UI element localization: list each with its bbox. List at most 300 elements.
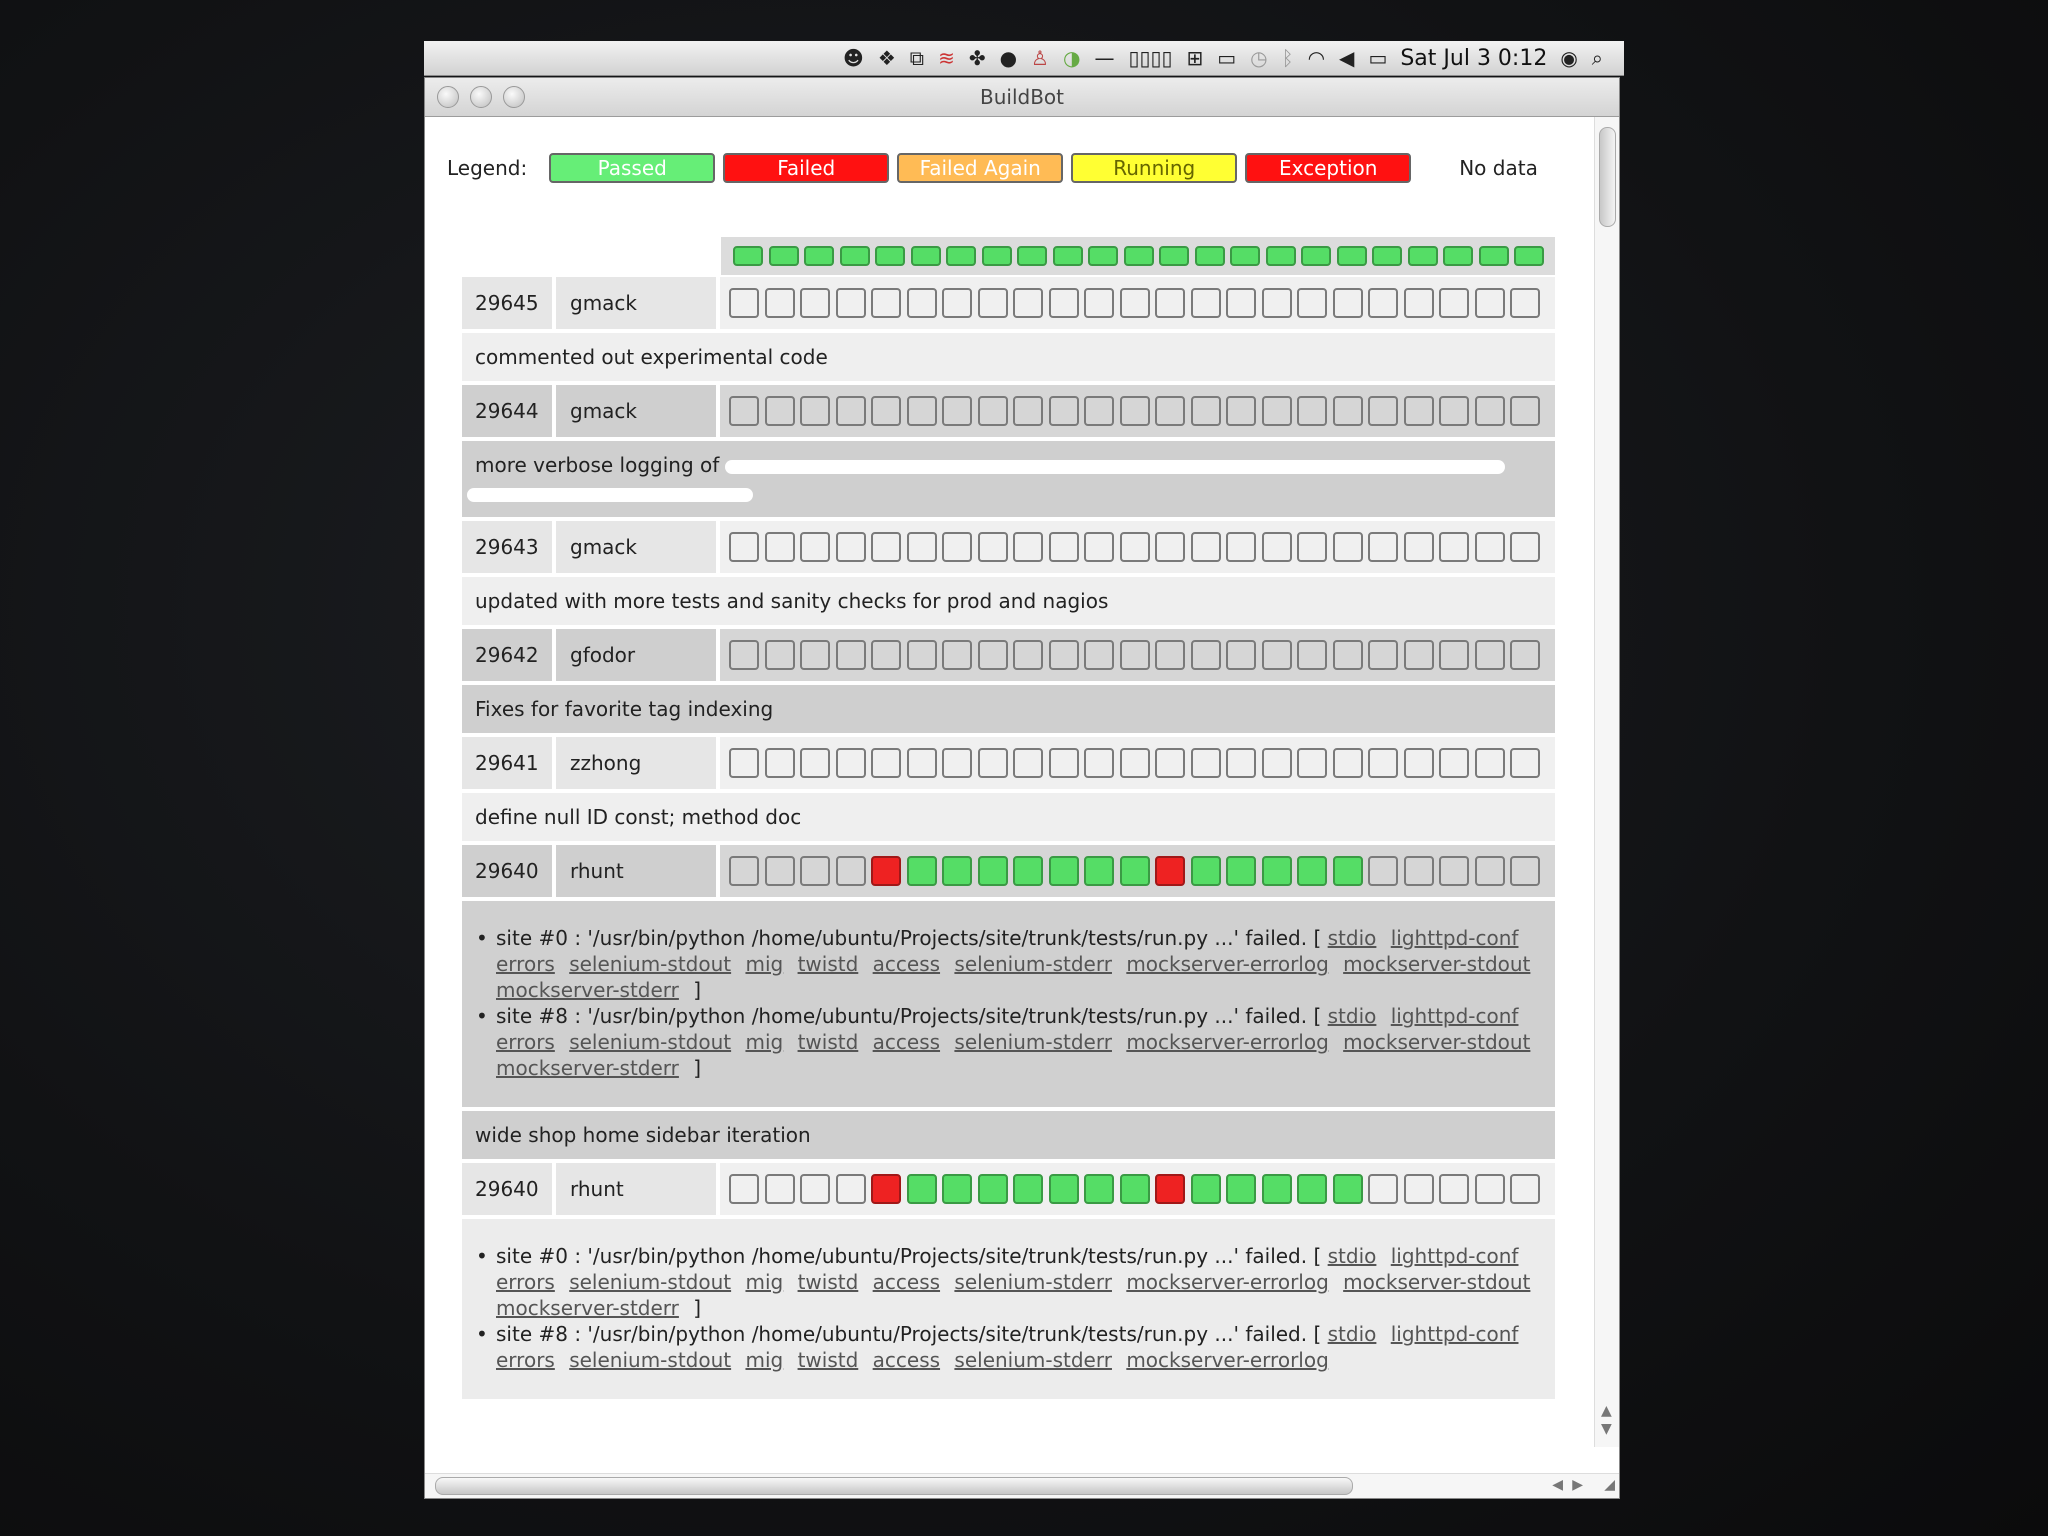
scroll-down-arrow-icon[interactable]: ▼ bbox=[1601, 1421, 1612, 1437]
build-status-empty[interactable] bbox=[1120, 396, 1150, 426]
build-status-empty[interactable] bbox=[836, 640, 866, 670]
link-list-close: ] bbox=[693, 1056, 702, 1080]
build-row bbox=[462, 845, 1555, 1159]
committer-name: gmack bbox=[556, 277, 716, 329]
build-status-empty[interactable] bbox=[942, 640, 972, 670]
builder-header-status[interactable] bbox=[1514, 246, 1544, 266]
build-status-passed[interactable] bbox=[1297, 1174, 1327, 1204]
pie-icon[interactable]: ◑ bbox=[1062, 46, 1081, 70]
build-status-empty[interactable] bbox=[1084, 640, 1114, 670]
build-status-passed[interactable] bbox=[1191, 1174, 1221, 1204]
build-status-empty[interactable] bbox=[1226, 532, 1256, 562]
legend-failed: Failed bbox=[723, 153, 889, 183]
build-status-empty[interactable] bbox=[1333, 532, 1363, 562]
build-status-empty[interactable] bbox=[1404, 640, 1434, 670]
build-status-empty[interactable] bbox=[1475, 640, 1505, 670]
build-status-failed[interactable] bbox=[871, 856, 901, 886]
build-status-passed[interactable] bbox=[942, 856, 972, 886]
build-status-empty[interactable] bbox=[1368, 288, 1398, 318]
build-status-empty[interactable] bbox=[800, 532, 830, 562]
build-status-empty[interactable] bbox=[1404, 1174, 1434, 1204]
spotlight-search-icon[interactable]: ⌕ bbox=[1591, 46, 1603, 70]
build-status-empty[interactable] bbox=[942, 288, 972, 318]
build-status-empty[interactable] bbox=[1120, 532, 1150, 562]
build-status-strip bbox=[720, 737, 1555, 789]
resize-grip-icon[interactable]: ◢ bbox=[1604, 1477, 1615, 1493]
build-status-passed[interactable] bbox=[1191, 856, 1221, 886]
legend-label: Legend: bbox=[447, 156, 528, 180]
log-link-access[interactable]: access bbox=[872, 1348, 941, 1372]
build-status-empty[interactable] bbox=[765, 748, 795, 778]
build-status-passed[interactable] bbox=[978, 856, 1008, 886]
scroll-up-arrow-icon[interactable]: ▲ bbox=[1601, 1403, 1612, 1419]
build-status-empty[interactable] bbox=[1084, 532, 1114, 562]
zoom-window-button[interactable] bbox=[503, 86, 525, 108]
build-status-empty[interactable] bbox=[765, 532, 795, 562]
build-status-empty[interactable] bbox=[1475, 532, 1505, 562]
build-status-empty[interactable] bbox=[1155, 640, 1185, 670]
scroll-left-arrow-icon[interactable]: ◀ bbox=[1552, 1477, 1563, 1493]
dropbox-icon[interactable]: ❖ bbox=[877, 46, 896, 70]
build-status-empty[interactable] bbox=[1155, 532, 1185, 562]
build-status-empty[interactable] bbox=[907, 640, 937, 670]
commit-message-text: commented out experimental code bbox=[475, 345, 828, 369]
build-row-header bbox=[462, 629, 1555, 681]
build-status-empty[interactable] bbox=[1475, 396, 1505, 426]
build-row bbox=[462, 385, 1555, 517]
build-status-empty[interactable] bbox=[1297, 640, 1327, 670]
builder-header-status[interactable] bbox=[911, 246, 941, 266]
build-status-empty[interactable] bbox=[1262, 748, 1292, 778]
log-link-selenium-stderr[interactable]: selenium-stderr bbox=[954, 1270, 1112, 1294]
log-link-mockserver-stderr[interactable]: mockserver-stderr bbox=[496, 1296, 679, 1320]
log-link-mockserver-errorlog[interactable]: mockserver-errorlog bbox=[1126, 952, 1329, 976]
build-status-empty[interactable] bbox=[1262, 288, 1292, 318]
build-status-passed[interactable] bbox=[1013, 856, 1043, 886]
build-status-empty[interactable] bbox=[942, 396, 972, 426]
build-status-passed[interactable] bbox=[1120, 1174, 1150, 1204]
build-status-empty[interactable] bbox=[1368, 532, 1398, 562]
build-status-empty[interactable] bbox=[907, 532, 937, 562]
build-status-empty[interactable] bbox=[836, 1174, 866, 1204]
log-link-stdio[interactable]: stdio bbox=[1327, 926, 1377, 950]
robot-icon[interactable]: ☻ bbox=[842, 46, 864, 70]
build-status-failed[interactable] bbox=[1155, 856, 1185, 886]
builder-header-status[interactable] bbox=[1017, 246, 1047, 266]
build-status-empty[interactable] bbox=[978, 748, 1008, 778]
build-status-empty[interactable] bbox=[1439, 856, 1469, 886]
build-status-empty[interactable] bbox=[978, 532, 1008, 562]
build-status-passed[interactable] bbox=[978, 1174, 1008, 1204]
build-row-header bbox=[462, 277, 1555, 329]
commit-message bbox=[462, 441, 1555, 517]
revision-number[interactable]: 29644 bbox=[462, 385, 552, 437]
build-status-empty[interactable] bbox=[1155, 288, 1185, 318]
build-row bbox=[462, 1163, 1555, 1399]
log-link-mockserver-errorlog[interactable]: mockserver-errorlog bbox=[1126, 1348, 1329, 1372]
log-link-mockserver-stdout[interactable]: mockserver-stdout bbox=[1343, 1270, 1531, 1294]
meter-icon[interactable]: ▯▯▯▯ bbox=[1128, 46, 1173, 70]
build-status-empty[interactable] bbox=[907, 396, 937, 426]
build-status-empty[interactable] bbox=[1404, 748, 1434, 778]
log-link-mig[interactable]: mig bbox=[745, 1270, 784, 1294]
builder-header-status[interactable] bbox=[1337, 246, 1367, 266]
log-link-access[interactable]: access bbox=[872, 952, 941, 976]
window-titlebar[interactable] bbox=[425, 78, 1619, 117]
build-status-empty[interactable] bbox=[1013, 640, 1043, 670]
build-status-passed[interactable] bbox=[1333, 1174, 1363, 1204]
battery-icon[interactable]: ▭ bbox=[1368, 46, 1388, 70]
build-status-empty[interactable] bbox=[1191, 748, 1221, 778]
build-status-empty[interactable] bbox=[1475, 288, 1505, 318]
build-status-empty[interactable] bbox=[1439, 396, 1469, 426]
builder-header-status[interactable] bbox=[733, 246, 763, 266]
build-status-passed[interactable] bbox=[1120, 856, 1150, 886]
builder-header-status[interactable] bbox=[1479, 246, 1509, 266]
build-status-passed[interactable] bbox=[907, 1174, 937, 1204]
build-status-empty[interactable] bbox=[1191, 532, 1221, 562]
build-status-empty[interactable] bbox=[1013, 532, 1043, 562]
build-status-empty[interactable] bbox=[1084, 288, 1114, 318]
build-status-strip bbox=[720, 1163, 1555, 1215]
menubar-clock[interactable]: Sat Jul 3 0:12 bbox=[1400, 45, 1548, 71]
build-status-failed[interactable] bbox=[871, 1174, 901, 1204]
log-link-selenium-stderr[interactable]: selenium-stderr bbox=[954, 952, 1112, 976]
failure-item bbox=[476, 1243, 1541, 1321]
build-row bbox=[462, 521, 1555, 625]
plus-icon[interactable]: ⊞ bbox=[1186, 46, 1204, 70]
log-link-access[interactable]: access bbox=[872, 1270, 941, 1294]
build-status-empty[interactable] bbox=[1333, 288, 1363, 318]
build-status-empty[interactable] bbox=[729, 532, 759, 562]
builder-header-status[interactable] bbox=[1372, 246, 1402, 266]
log-link-twistd[interactable]: twistd bbox=[797, 1348, 859, 1372]
build-status-empty[interactable] bbox=[1404, 288, 1434, 318]
build-status-empty[interactable] bbox=[1262, 640, 1292, 670]
build-status-empty[interactable] bbox=[836, 396, 866, 426]
log-link-mockserver-errorlog[interactable]: mockserver-errorlog bbox=[1126, 1030, 1329, 1054]
builder-header-status[interactable] bbox=[1088, 246, 1118, 266]
build-status-empty[interactable] bbox=[1404, 532, 1434, 562]
build-status-empty[interactable] bbox=[978, 396, 1008, 426]
build-status-empty[interactable] bbox=[1297, 532, 1327, 562]
build-status-passed[interactable] bbox=[1049, 856, 1079, 886]
build-status-empty[interactable] bbox=[1439, 748, 1469, 778]
window-title: BuildBot bbox=[979, 85, 1064, 109]
build-status-empty[interactable] bbox=[1120, 748, 1150, 778]
build-status-empty[interactable] bbox=[1013, 288, 1043, 318]
log-link-mockserver-stdout[interactable]: mockserver-stdout bbox=[1343, 952, 1531, 976]
failure-item bbox=[476, 925, 1541, 1003]
builder-header-status[interactable] bbox=[1408, 246, 1438, 266]
build-status-empty[interactable] bbox=[1510, 396, 1540, 426]
build-status-empty[interactable] bbox=[1333, 748, 1363, 778]
build-status-empty[interactable] bbox=[871, 396, 901, 426]
build-status-empty[interactable] bbox=[836, 532, 866, 562]
builder-header-status[interactable] bbox=[840, 246, 870, 266]
vertical-scrollbar[interactable] bbox=[1594, 117, 1619, 1447]
build-status-empty[interactable] bbox=[1510, 532, 1540, 562]
build-status-empty[interactable] bbox=[1368, 1174, 1398, 1204]
builder-header-status[interactable] bbox=[804, 246, 834, 266]
builder-header-status[interactable] bbox=[875, 246, 905, 266]
build-status-strip bbox=[720, 277, 1555, 329]
build-status-empty[interactable] bbox=[871, 640, 901, 670]
build-status-empty[interactable] bbox=[765, 396, 795, 426]
build-status-passed[interactable] bbox=[1049, 1174, 1079, 1204]
log-link-lighttpd-conf[interactable]: lighttpd-conf bbox=[1390, 1322, 1519, 1346]
build-status-empty[interactable] bbox=[1049, 748, 1079, 778]
log-link-selenium-stdout[interactable]: selenium-stdout bbox=[569, 1030, 732, 1054]
build-status-empty[interactable] bbox=[871, 748, 901, 778]
build-status-empty[interactable] bbox=[1439, 288, 1469, 318]
build-status-empty[interactable] bbox=[1226, 396, 1256, 426]
revision-number[interactable]: 29642 bbox=[462, 629, 552, 681]
paw-icon[interactable]: ✤ bbox=[968, 46, 986, 70]
vertical-scroll-thumb[interactable] bbox=[1599, 127, 1616, 227]
log-link-errors[interactable]: errors bbox=[496, 1030, 555, 1054]
build-status-empty[interactable] bbox=[1510, 640, 1540, 670]
legend bbox=[447, 151, 1538, 185]
builder-header-status[interactable] bbox=[1443, 246, 1473, 266]
build-status-passed[interactable] bbox=[942, 1174, 972, 1204]
build-status-empty[interactable] bbox=[800, 288, 830, 318]
build-status-empty[interactable] bbox=[1333, 396, 1363, 426]
build-status-empty[interactable] bbox=[1510, 1174, 1540, 1204]
build-status-empty[interactable] bbox=[1049, 288, 1079, 318]
build-status-empty[interactable] bbox=[1049, 532, 1079, 562]
log-link-twistd[interactable]: twistd bbox=[797, 1270, 859, 1294]
build-list bbox=[462, 277, 1555, 1403]
build-status-empty[interactable] bbox=[942, 748, 972, 778]
log-link-lighttpd-conf[interactable]: lighttpd-conf bbox=[1390, 1244, 1519, 1268]
build-status-empty[interactable] bbox=[907, 288, 937, 318]
build-status-empty[interactable] bbox=[942, 532, 972, 562]
log-link-selenium-stdout[interactable]: selenium-stdout bbox=[569, 952, 732, 976]
build-status-empty[interactable] bbox=[1333, 640, 1363, 670]
build-status-empty[interactable] bbox=[729, 856, 759, 886]
commit-message-text: more verbose logging of bbox=[475, 453, 720, 477]
build-status-empty[interactable] bbox=[800, 396, 830, 426]
build-status-empty[interactable] bbox=[1191, 396, 1221, 426]
build-status-empty[interactable] bbox=[765, 640, 795, 670]
build-status-empty[interactable] bbox=[1084, 748, 1114, 778]
log-link-mockserver-stdout[interactable]: mockserver-stdout bbox=[1343, 1030, 1531, 1054]
builder-header-status[interactable] bbox=[1053, 246, 1083, 266]
log-link-stdio[interactable]: stdio bbox=[1327, 1244, 1377, 1268]
build-status-empty[interactable] bbox=[871, 532, 901, 562]
build-status-empty[interactable] bbox=[1439, 1174, 1469, 1204]
log-link-lighttpd-conf[interactable]: lighttpd-conf bbox=[1390, 1004, 1519, 1028]
log-link-mockserver-errorlog[interactable]: mockserver-errorlog bbox=[1126, 1270, 1329, 1294]
build-status-empty[interactable] bbox=[1226, 748, 1256, 778]
log-link-mockserver-stderr[interactable]: mockserver-stderr bbox=[496, 978, 679, 1002]
build-status-empty[interactable] bbox=[1120, 288, 1150, 318]
build-status-empty[interactable] bbox=[1120, 640, 1150, 670]
build-status-empty[interactable] bbox=[1404, 396, 1434, 426]
log-link-stdio[interactable]: stdio bbox=[1327, 1322, 1377, 1346]
build-status-empty[interactable] bbox=[729, 396, 759, 426]
build-status-passed[interactable] bbox=[1297, 856, 1327, 886]
build-status-empty[interactable] bbox=[800, 856, 830, 886]
build-status-empty[interactable] bbox=[1049, 640, 1079, 670]
build-status-empty[interactable] bbox=[836, 856, 866, 886]
legend-no-data: No data bbox=[1459, 156, 1538, 180]
log-link-mig[interactable]: mig bbox=[745, 1030, 784, 1054]
build-status-empty[interactable] bbox=[1262, 396, 1292, 426]
commit-message-text: updated with more tests and sanity checks for prod and nagios bbox=[475, 589, 1109, 613]
build-status-empty[interactable] bbox=[1510, 856, 1540, 886]
build-status-empty[interactable] bbox=[1226, 640, 1256, 670]
log-link-selenium-stdout[interactable]: selenium-stdout bbox=[569, 1270, 732, 1294]
build-status-empty[interactable] bbox=[1297, 396, 1327, 426]
build-row-header bbox=[462, 845, 1555, 897]
build-status-passed[interactable] bbox=[1084, 856, 1114, 886]
revision-number[interactable]: 29645 bbox=[462, 277, 552, 329]
build-status-empty[interactable] bbox=[1475, 856, 1505, 886]
build-status-passed[interactable] bbox=[1084, 1174, 1114, 1204]
log-link-stdio[interactable]: stdio bbox=[1327, 1004, 1377, 1028]
log-link-mig[interactable]: mig bbox=[745, 1348, 784, 1372]
build-status-empty[interactable] bbox=[978, 640, 1008, 670]
build-status-empty[interactable] bbox=[1368, 640, 1398, 670]
build-status-empty[interactable] bbox=[765, 288, 795, 318]
bell-icon[interactable]: ♙ bbox=[1031, 46, 1049, 70]
dash-icon[interactable]: — bbox=[1094, 46, 1115, 70]
build-status-empty[interactable] bbox=[907, 748, 937, 778]
builder-header-status[interactable] bbox=[982, 246, 1012, 266]
build-status-passed[interactable] bbox=[1262, 1174, 1292, 1204]
volume-icon[interactable]: ◀ bbox=[1339, 46, 1355, 70]
log-link-selenium-stdout[interactable]: selenium-stdout bbox=[569, 1348, 732, 1372]
build-status-empty[interactable] bbox=[1155, 748, 1185, 778]
failure-text: site #8 : '/usr/bin/python /home/ubuntu/Projects/site/trunk/tests/run.py ...' failed. [ bbox=[496, 1004, 1322, 1028]
wifi-icon[interactable]: ◠ bbox=[1307, 46, 1326, 70]
log-link-selenium-stderr[interactable]: selenium-stderr bbox=[954, 1030, 1112, 1054]
build-status-passed[interactable] bbox=[1226, 856, 1256, 886]
revision-number[interactable]: 29643 bbox=[462, 521, 552, 573]
build-status-passed[interactable] bbox=[1333, 856, 1363, 886]
build-status-empty[interactable] bbox=[1155, 396, 1185, 426]
user-icon[interactable]: ◉ bbox=[1560, 46, 1578, 70]
log-link-twistd[interactable]: twistd bbox=[797, 952, 859, 976]
build-status-empty[interactable] bbox=[1439, 640, 1469, 670]
build-status-passed[interactable] bbox=[1226, 1174, 1256, 1204]
close-window-button[interactable] bbox=[437, 86, 459, 108]
build-status-passed[interactable] bbox=[907, 856, 937, 886]
build-status-empty[interactable] bbox=[765, 856, 795, 886]
legend-exception: Exception bbox=[1245, 153, 1411, 183]
build-status-empty[interactable] bbox=[729, 640, 759, 670]
build-status-empty[interactable] bbox=[836, 748, 866, 778]
skull-icon[interactable]: ● bbox=[999, 46, 1018, 70]
build-status-empty[interactable] bbox=[1297, 288, 1327, 318]
windows-icon[interactable]: ⧉ bbox=[909, 46, 925, 70]
scroll-right-arrow-icon[interactable]: ▶ bbox=[1572, 1477, 1583, 1493]
build-status-empty[interactable] bbox=[1191, 288, 1221, 318]
build-row bbox=[462, 277, 1555, 381]
log-link-lighttpd-conf[interactable]: lighttpd-conf bbox=[1390, 926, 1519, 950]
build-status-empty[interactable] bbox=[1191, 640, 1221, 670]
build-status-empty[interactable] bbox=[729, 1174, 759, 1204]
log-link-mockserver-stderr[interactable]: mockserver-stderr bbox=[496, 1056, 679, 1080]
builder-header-status[interactable] bbox=[1230, 246, 1260, 266]
commit-message bbox=[462, 577, 1555, 625]
build-status-empty[interactable] bbox=[729, 288, 759, 318]
builder-header-status[interactable] bbox=[769, 246, 799, 266]
build-status-empty[interactable] bbox=[1013, 396, 1043, 426]
log-link-errors[interactable]: errors bbox=[496, 1270, 555, 1294]
build-status-empty[interactable] bbox=[1404, 856, 1434, 886]
minimize-window-button[interactable] bbox=[470, 86, 492, 108]
build-status-empty[interactable] bbox=[1262, 532, 1292, 562]
build-status-empty[interactable] bbox=[1297, 748, 1327, 778]
horizontal-scrollbar[interactable] bbox=[425, 1473, 1620, 1498]
build-status-empty[interactable] bbox=[765, 1174, 795, 1204]
build-status-empty[interactable] bbox=[871, 288, 901, 318]
builder-header-status[interactable] bbox=[1301, 246, 1331, 266]
commit-message bbox=[462, 793, 1555, 841]
horizontal-scroll-thumb[interactable] bbox=[435, 1477, 1353, 1495]
builder-header-status[interactable] bbox=[1159, 246, 1189, 266]
build-status-empty[interactable] bbox=[1368, 748, 1398, 778]
log-link-access[interactable]: access bbox=[872, 1030, 941, 1054]
build-status-empty[interactable] bbox=[1368, 396, 1398, 426]
log-link-twistd[interactable]: twistd bbox=[797, 1030, 859, 1054]
build-row bbox=[462, 629, 1555, 733]
builder-header-status[interactable] bbox=[946, 246, 976, 266]
build-status-empty[interactable] bbox=[1510, 288, 1540, 318]
build-row-header bbox=[462, 1163, 1555, 1215]
build-status-empty[interactable] bbox=[1475, 748, 1505, 778]
build-status-empty[interactable] bbox=[1368, 856, 1398, 886]
build-status-failed[interactable] bbox=[1155, 1174, 1185, 1204]
network-icon[interactable]: ≋ bbox=[938, 46, 955, 70]
revision-number[interactable]: 29640 bbox=[462, 845, 552, 897]
builder-header-status[interactable] bbox=[1124, 246, 1154, 266]
build-status-empty[interactable] bbox=[1226, 288, 1256, 318]
builder-header-status[interactable] bbox=[1195, 246, 1225, 266]
bluetooth-icon[interactable]: ᛒ bbox=[1281, 46, 1294, 70]
log-link-selenium-stderr[interactable]: selenium-stderr bbox=[954, 1348, 1112, 1372]
build-status-empty[interactable] bbox=[729, 748, 759, 778]
time-machine-icon[interactable]: ◷ bbox=[1250, 46, 1268, 70]
revision-number[interactable]: 29641 bbox=[462, 737, 552, 789]
build-status-empty[interactable] bbox=[800, 748, 830, 778]
committer-name: gfodor bbox=[556, 629, 716, 681]
build-status-strip bbox=[720, 385, 1555, 437]
build-status-empty[interactable] bbox=[1049, 396, 1079, 426]
build-status-empty[interactable] bbox=[1439, 532, 1469, 562]
display-icon[interactable]: ▭ bbox=[1217, 46, 1237, 70]
log-link-errors[interactable]: errors bbox=[496, 1348, 555, 1372]
build-status-empty[interactable] bbox=[836, 288, 866, 318]
build-status-empty[interactable] bbox=[800, 1174, 830, 1204]
build-status-empty[interactable] bbox=[1510, 748, 1540, 778]
build-status-empty[interactable] bbox=[800, 640, 830, 670]
build-status-empty[interactable] bbox=[1475, 1174, 1505, 1204]
build-status-empty[interactable] bbox=[978, 288, 1008, 318]
log-link-mig[interactable]: mig bbox=[745, 952, 784, 976]
build-status-empty[interactable] bbox=[1013, 748, 1043, 778]
build-status-empty[interactable] bbox=[1084, 396, 1114, 426]
build-status-passed[interactable] bbox=[1262, 856, 1292, 886]
builder-header-status[interactable] bbox=[1266, 246, 1296, 266]
committer-name: rhunt bbox=[556, 1163, 716, 1215]
revision-number[interactable]: 29640 bbox=[462, 1163, 552, 1215]
build-status-passed[interactable] bbox=[1013, 1174, 1043, 1204]
log-link-errors[interactable]: errors bbox=[496, 952, 555, 976]
